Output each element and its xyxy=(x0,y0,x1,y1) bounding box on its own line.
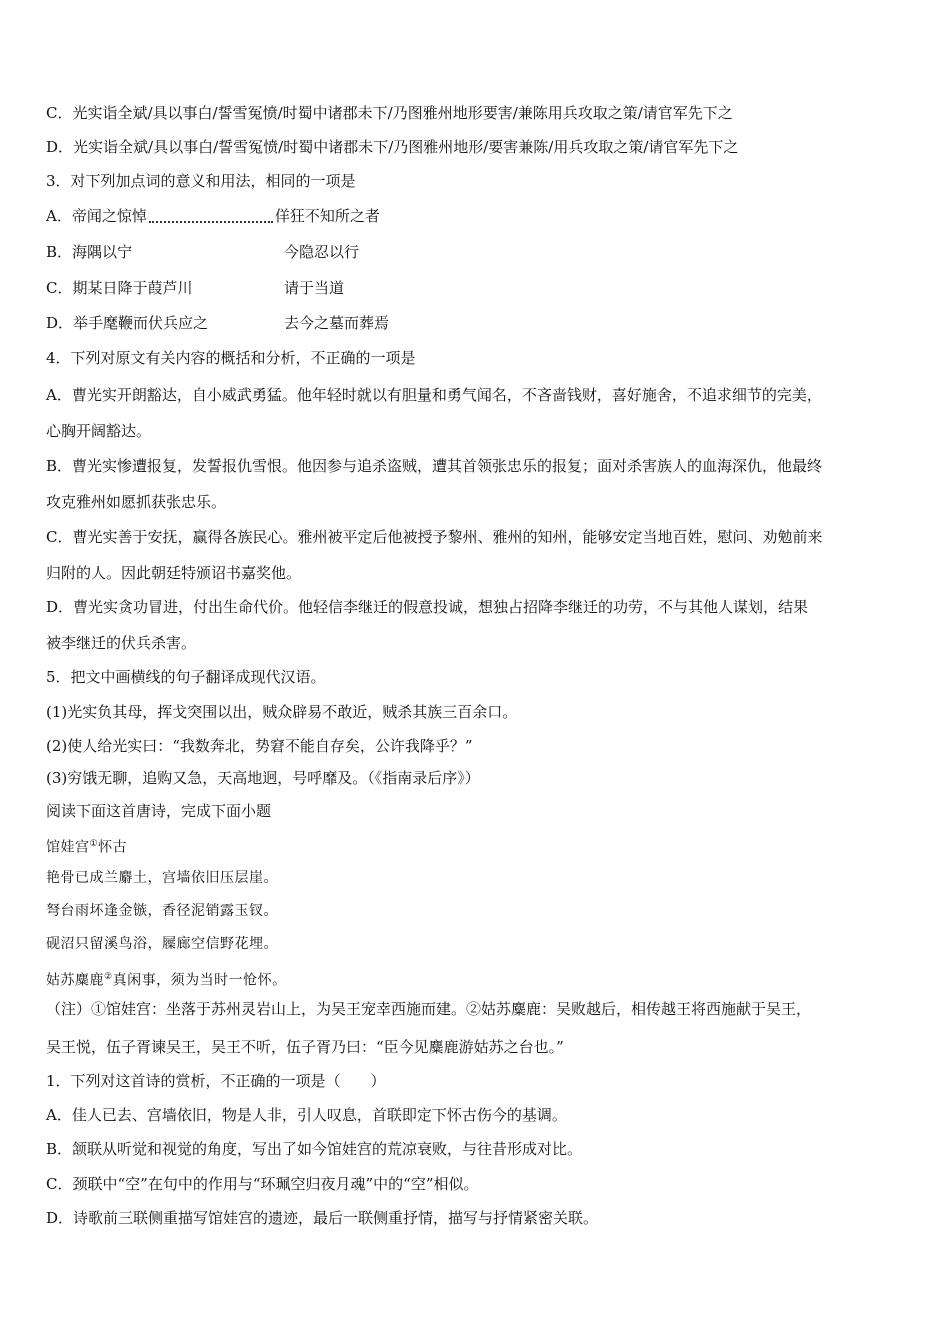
poem-line-4-b: 真闲事，须为当时一怆怀。 xyxy=(112,972,287,989)
q5-sentence-3: (3)穷饿无聊，追购又急，天高地迥，号呼靡及。（《指南录后序》） xyxy=(46,769,480,787)
poem-title xyxy=(46,834,127,858)
poem-line-4 xyxy=(46,967,287,991)
q2-option-d: D．光实诣全斌/具以事白/誓雪冤愤/时蜀中诸郡未下/乃图雅州地形/要害兼陈/用兵攻取之策/请官军先下之 xyxy=(46,138,739,156)
q3-option-b-right: 今隐忍以行 xyxy=(284,243,360,261)
q4-option-c-line2: 归附的人。因此朝廷特颁诏书嘉奖他。 xyxy=(46,564,302,582)
poem-title-note-mark: ① xyxy=(89,839,99,849)
q3-option-a xyxy=(46,206,380,226)
poem-line-4-note-mark: ② xyxy=(104,972,113,982)
q4-option-c-line1: C．曹光实善于安抚，赢得各族民心。雅州被平定后他被授予黎州、雅州的知州，能够安定当地百姓，慰问、劝勉前来 xyxy=(46,528,823,546)
poem-title-text: 馆娃宫 xyxy=(46,839,90,856)
q3-option-c xyxy=(46,278,192,298)
pq1-option-d: D．诗歌前三联侧重描写馆娃宫的遗迹，最后一联侧重抒情，描写与抒情紧密关联。 xyxy=(46,1209,599,1227)
pq1-option-a: A．佳人已去、宫墙依旧，物是人非，引人叹息，首联即定下怀古伤今的基调。 xyxy=(46,1106,567,1124)
q3-option-b-left: B．海隅以宁 xyxy=(46,243,133,261)
poem-line-2: 弩台雨坏逢金镞，香径泥销露玉钗。 xyxy=(46,903,278,919)
q3-option-d-left: D．举手麾鞭而伏兵应之 xyxy=(46,314,209,332)
q3-option-a-right: 佯狂不知所之者 xyxy=(274,207,380,225)
q3-option-d xyxy=(46,313,208,333)
emphasis-dots xyxy=(149,211,273,223)
q3-option-b xyxy=(46,242,132,262)
q4-option-d-line1: D．曹光实贪功冒进，付出生命代价。他轻信李继迁的假意投诚，想独占招降李继迁的功劳，不与其他人谋划，结果 xyxy=(46,598,809,616)
q5-sentence-2: (2)使人给光实曰：“我数奔北，势窘不能自存矣，公许我降乎？” xyxy=(46,737,473,755)
poem-line-3: 砚沼只留溪鸟浴，屧廊空信野花埋。 xyxy=(46,936,278,952)
q2-option-c: C．光实诣全斌/具以事白/誓雪冤愤/时蜀中诸郡未下/乃图雅州地形要害/兼陈用兵攻取之策/请官军先下之 xyxy=(46,104,733,122)
q3-stem: 3．对下列加点词的意义和用法，相同的一项是 xyxy=(46,172,356,190)
q3-option-c-left: C．期某日降于葭芦川 xyxy=(46,279,193,297)
q3-option-a-left: A．帝闻之惊悼 xyxy=(46,207,147,225)
q4-option-a-line2: 心胸开阔豁达。 xyxy=(46,422,152,440)
poem-note-line1: （注）①馆娃宫：坐落于苏州灵岩山上，为吴王宠幸西施而建。②姑苏麋鹿：吴败越后，相传越王将西施献于吴王， xyxy=(46,1000,812,1018)
q4-option-b-line2: 攻克雅州如愿抓获张忠乐。 xyxy=(46,493,227,511)
q4-option-a-line1: A．曹光实开朗豁达，自小威武勇猛。他年轻时就以有胆量和勇气闻名，不吝啬钱财，喜好施舍，不追求细节的完美， xyxy=(46,386,822,404)
poem-line-1: 艳骨已成兰麝土，宫墙依旧压层崖。 xyxy=(46,870,278,886)
q5-sentence-1: (1)光实负其母，挥戈突围以出，贼众辟易不敢近，贼杀其族三百余口。 xyxy=(46,703,518,721)
q3-option-d-right: 去今之墓而葬焉 xyxy=(284,314,390,332)
poem-note-line2: 吴王悦，伍子胥谏吴王，吴王不听，伍子胥乃曰：“臣今见麋鹿游姑苏之台也。” xyxy=(46,1038,564,1056)
pq1-option-c: C．颈联中“空”在句中的作用与“环珮空归夜月魂”中的“空”相似。 xyxy=(46,1175,479,1193)
q3-option-c-right: 请于当道 xyxy=(284,279,345,297)
q5-stem: 5．把文中画横线的句子翻译成现代汉语。 xyxy=(46,668,326,686)
poem-line-4-a: 姑苏麋鹿 xyxy=(46,972,104,989)
q4-option-b-line1: B．曹光实惨遭报复，发誓报仇雪恨。他因参与追杀盗贼，遭其首领张忠乐的报复；面对杀害族人的血海深仇，他最终 xyxy=(46,457,823,475)
poem-intro: 阅读下面这首唐诗，完成下面小题 xyxy=(46,802,272,820)
poem-title-end: 怀古 xyxy=(98,839,128,856)
pq1-option-b: B．颔联从听觉和视觉的角度，写出了如今馆娃宫的荒凉衰败，与往昔形成对比。 xyxy=(46,1140,583,1158)
pq1-stem: 1．下列对这首诗的赏析，不正确的一项是（ ） xyxy=(46,1072,386,1090)
q4-stem: 4．下列对原文有关内容的概括和分析，不正确的一项是 xyxy=(46,349,416,367)
q4-option-d-line2: 被李继迁的伏兵杀害。 xyxy=(46,634,197,652)
